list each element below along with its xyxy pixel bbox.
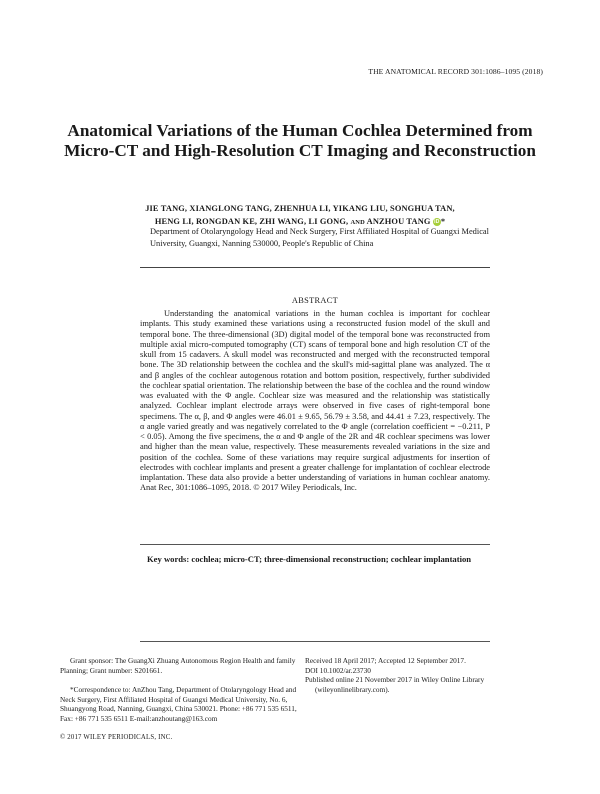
doi[interactable]: DOI 10.1002/ar.23730	[305, 665, 371, 675]
grant-footnote: Grant sponsor: The GuangXi Zhuang Autonomous Region Health and family Planning; Grant number: S201661.	[60, 656, 296, 675]
footnotes-left	[60, 656, 297, 724]
authors-line-2: HENG LI, RONGDAN KE, ZHI WANG, LI GONG,	[154, 216, 349, 226]
keywords-label: Key words:	[147, 554, 190, 564]
orcid-icon[interactable]: iD	[434, 218, 440, 225]
running-head: THE ANATOMICAL RECORD 301:1086–1095 (2018)	[368, 67, 543, 76]
published-online: Published online 21 November 2017 in Wiley Online Library (wileyonlinelibrary.com).	[305, 675, 485, 694]
affiliation: Department of Otolaryngology Head and Neck Surgery, First Affiliated Hospital of Guangxi Medical University, Guangxi, Nanning 530000, People's Republic of China	[150, 227, 489, 248]
authors-and: AND	[350, 218, 365, 226]
footnotes-right	[305, 656, 545, 694]
keywords-text: cochlea; micro-CT; three-dimensional reconstruction; cochlear implantation	[191, 554, 472, 564]
abstract-body: Understanding the anatomical variations in the human cochlea is important for cochlear implants. This study examined these variations using a reconstructed fusion model of the skull and temporal bone. The three-dimensional (3D) digital model of the temporal bone was reconstructed from multiple axial micro-computed tomography (CT) scans of temporal bone and high resolution CT of the skull from 15 cadavers. A skull model was reconstructed and merged with the reconstructed temporal bone. The 3D relationship between the cochlea and the skull's mid-sagittal plane was analyzed. The α and β angles of the cochlear autogenous rotation and bottom position, respectively, further subdivided the cochlear spatial orientation. The relationship between the base of the cochlea and the round window was evaluated with the Φ angle. Cochlear size was measured and the relationship was statistically analyzed. Cochlear implant electrode arrays were observed in five cases of right-temporal bone specimens. The α, β, and Φ angles were 46.01 ± 9.65, 56.79 ± 3.58, and 44.41 ± 7.23, respectively. The α angle varied greatly and was negatively correlated to the Φ angle (correlation coefficient = −0.211, P < 0.05). Among the five specimens, the α and Φ angle of the 2R and 4R cochlear specimens was lower and higher than the mean value, respectively. These measurements revealed variations in the size and position of the cochlea. Some of these variations may require surgical adjustments for insertion of electrodes with cochlear implants and present a greater challenge for implantation of cochlear electrode implantation. These data also provide a better understanding of variations in human cochlear anatomy. Anat Rec, 301:1086–1095, 2018. © 2017 Wiley Periodicals, Inc.	[140, 309, 490, 493]
abstract-heading: ABSTRACT	[291, 296, 339, 305]
article-title: Anatomical Variations of the Human Cochlea Determined from Micro-CT and High-Resolution CT Imaging and Reconstruction	[64, 121, 536, 160]
correspondence-footnote: *Correspondence to: AnZhou Tang, Department of Otolaryngology Head and Neck Surgery, First Affiliated Hospital of Guangxi Medical University, No. 6, Shuangyong Road, Nanning, Guangxi, China 530021. Phone: +86 771 535 6511, Fax: +86 771 535 6511 E-mail:anzhoutang@163.com	[60, 685, 297, 723]
corresponding-author[interactable]: ANZHOU TANG	[366, 216, 431, 226]
divider-footnotes	[140, 641, 490, 642]
keywords	[147, 554, 487, 566]
divider-abstract-end	[140, 544, 490, 545]
copyright: © 2017 WILEY PERIODICALS, INC.	[60, 734, 173, 741]
received-date: Received 18 April 2017; Accepted 12 September 2017.	[305, 656, 466, 665]
authors-line-1: JIE TANG, XIANGLONG TANG, ZHENHUA LI, YIKANG LIU, SONGHUA TAN,	[145, 204, 455, 213]
divider-top	[140, 267, 490, 268]
corresponding-mark: *	[440, 216, 446, 226]
